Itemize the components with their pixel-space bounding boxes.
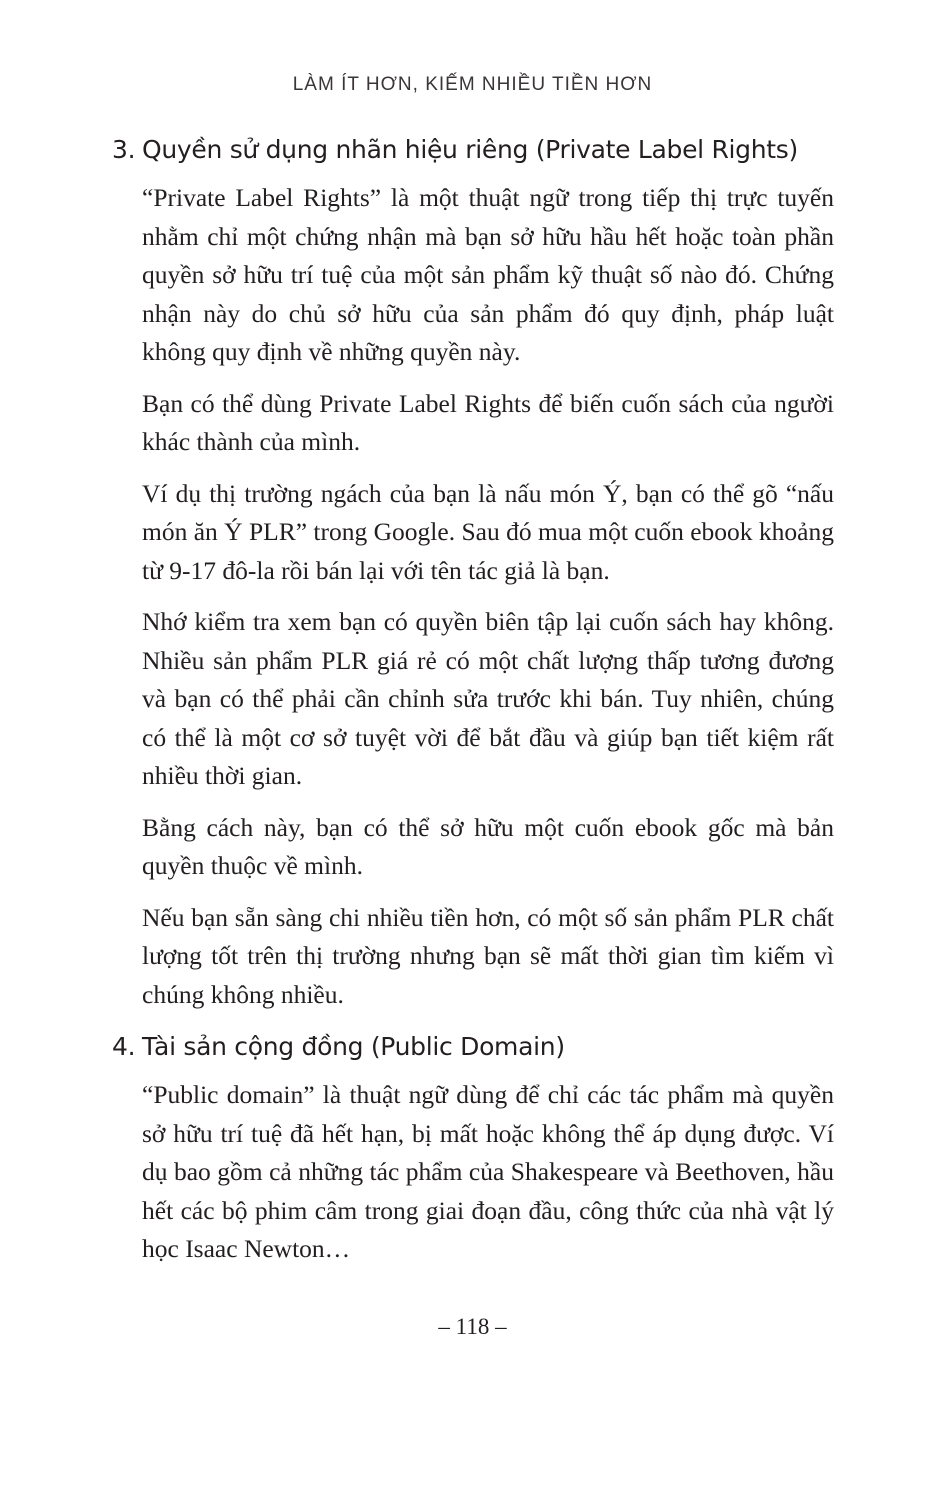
paragraph: Ví dụ thị trường ngách của bạn là nấu món Ý, bạn có thể gõ “nấu món ăn Ý PLR” trong Google. Sau đó mua một cuốn ebook khoảng từ 9-17 đô-la rồi bán lại với tên tác giả là bạn. [142,478,834,585]
page-body [112,130,834,1282]
paragraph: “Private Label Rights” là một thuật ngữ trong tiếp thị trực tuyến nhằm chỉ một chứng nhận mà bạn sở hữu hầu hết hoặc toàn phần quyền sở hữu trí tuệ của một sản phẩm kỹ thuật số nào đó. Chứng nhận này do chủ sở hữu của sản phẩm đó quy định, pháp luật không quy định về những quyền này. [142,183,834,366]
section-heading [112,1027,834,1067]
section-number: 4. [112,1032,136,1061]
section-title: Quyền sử dụng nhãn hiệu riêng (Private Label Rights) [142,135,798,164]
section-title: Tài sản cộng đồng (Public Domain) [142,1032,565,1061]
paragraph: Bằng cách này, bạn có thể sở hữu một cuốn ebook gốc mà bản quyền thuộc về mình. [142,812,834,880]
section-heading [112,130,834,170]
page-number: – 118 – [438,1314,507,1339]
paragraph: Nhớ kiểm tra xem bạn có quyền biên tập lại cuốn sách hay không. Nhiều sản phẩm PLR giá rẻ có một chất lượng thấp tương đương và bạn có thể phải cần chỉnh sửa trước khi bán. Tuy nhiên, chúng có thể là một cơ sở tuyệt vời để bắt đầu và giúp bạn tiết kiệm rất nhiều thời gian. [142,607,834,790]
paragraph: Bạn có thể dùng Private Label Rights để biến cuốn sách của người khác thành của mình. [142,388,834,456]
section-number: 3. [112,135,136,164]
running-header: LÀM ÍT HƠN, KIẾM NHIỀU TIỀN HƠN [292,74,653,95]
paragraph: Nếu bạn sẵn sàng chi nhiều tiền hơn, có một số sản phẩm PLR chất lượng tốt trên thị trường nhưng bạn sẽ mất thời gian tìm kiếm vì chúng không nhiều. [142,902,834,1009]
paragraph: “Public domain” là thuật ngữ dùng để chỉ các tác phẩm mà quyền sở hữu trí tuệ đã hết hạn, bị mất hoặc không thể áp dụng được. Ví dụ bao gồm cả những tác phẩm của Shakespeare và Beethoven, hầu hết các bộ phim câm trong giai đoạn đầu, công thức của nhà vật lý học Isaac Newton… [142,1080,834,1263]
